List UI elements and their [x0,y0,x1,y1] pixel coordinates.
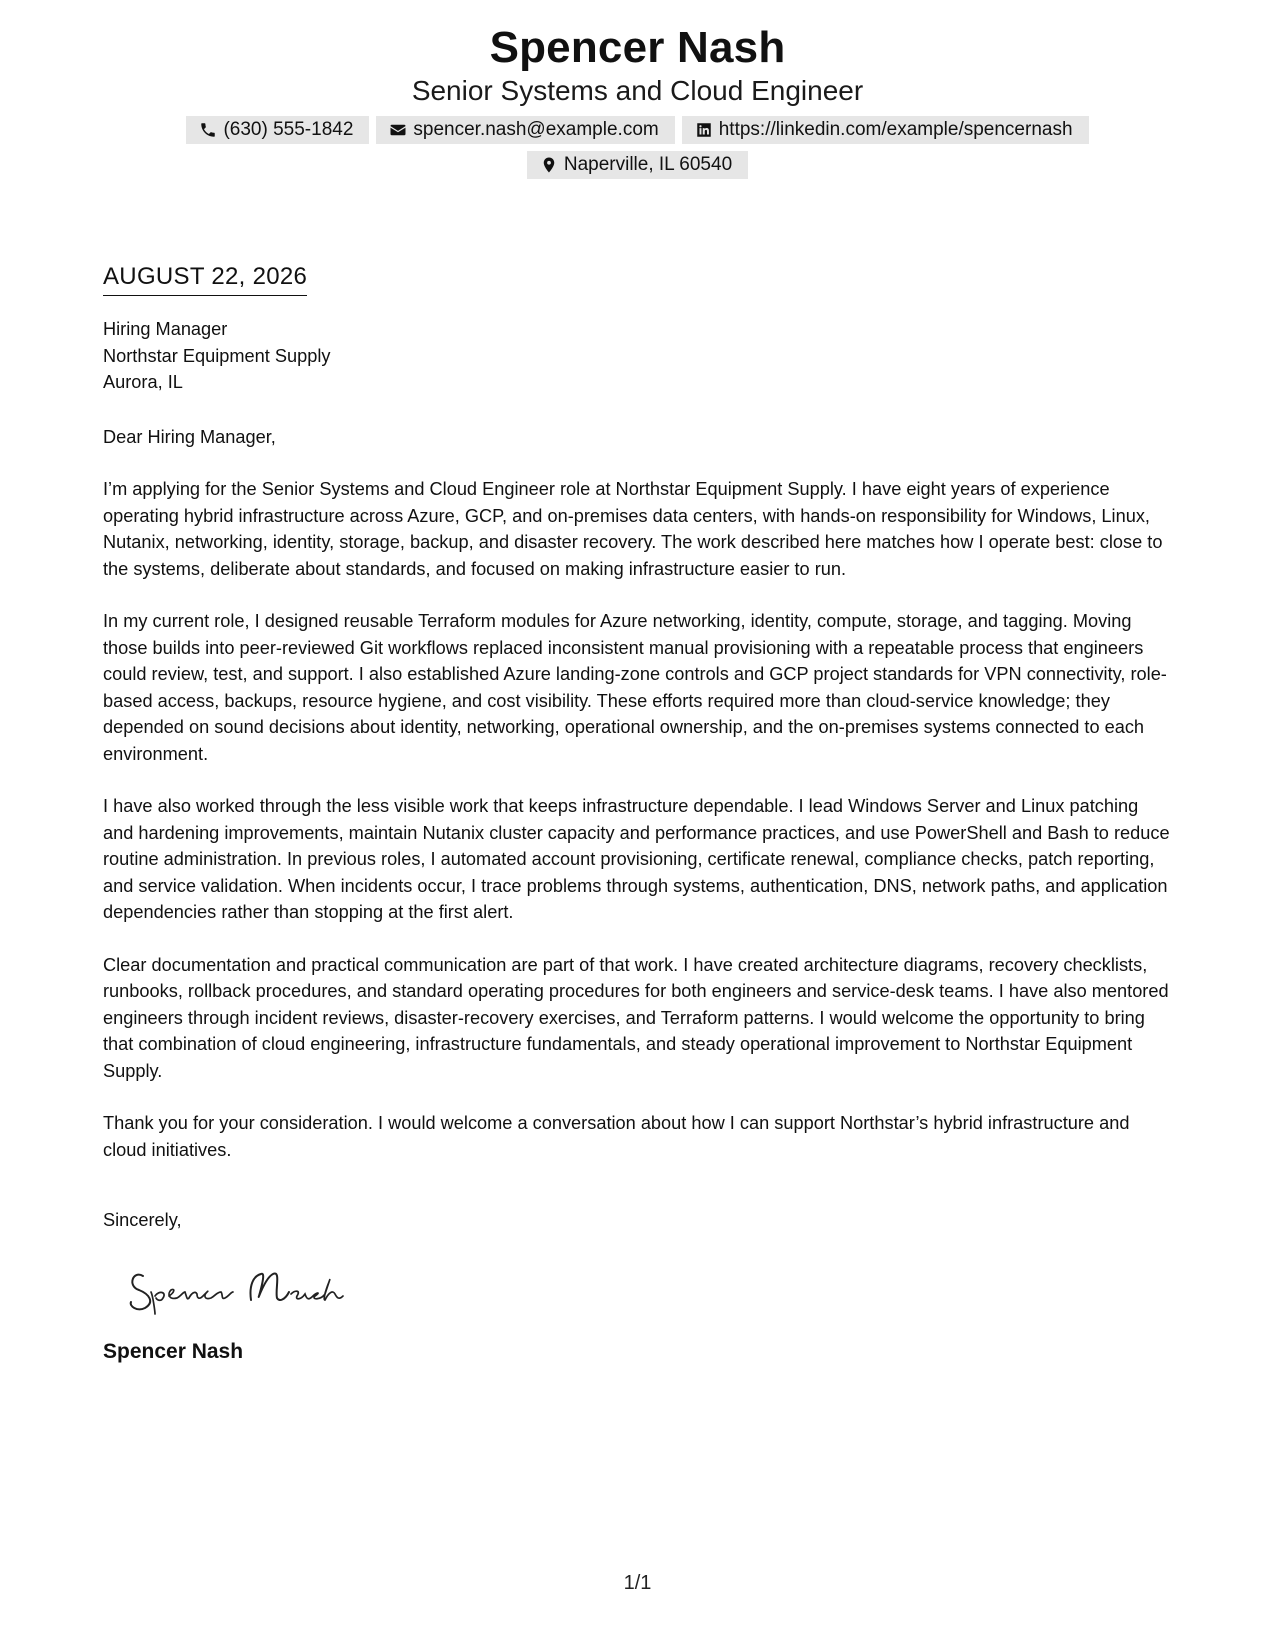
closing: Sincerely, [103,1210,182,1230]
envelope-icon [388,120,408,140]
linkedin-text: https://linkedin.com/example/spencernash [718,119,1073,140]
letter-date: AUGUST 22, 2026 [103,262,307,296]
body-paragraph: I’m applying for the Senior Systems and Cloud Engineer role at Northstar Equipment Supply. I have eight years of experience operating hybrid infrastructure across Azure, GCP, and on-premises data centers, with hands-on responsibility for Windows, Linux, Nutanix, networking, identity, storage, backup, and disaster recovery. The work described here matches how I operate best: close to the systems, deliberate about standards, and focused on making infrastructure easier to run. [103,479,1163,579]
signer-name: Spencer Nash [103,1339,244,1363]
body-paragraph: Thank you for your consideration. I would welcome a conversation about how I can support Northstar’s hybrid infrastructure and cloud initiatives. [103,1113,1130,1160]
body-paragraph: Clear documentation and practical communication are part of that work. I have created architecture diagrams, recovery checklists, runbooks, rollback procedures, and standard operating procedures for both engineers and service-desk teams. I have also mentored engineers through incident reviews, disaster-recovery exercises, and Terraform patterns. I would welcome the opportunity to bring that combination of cloud engineering, infrastructure fundamentals, and steady operational improvement to Northstar Equipment Supply. [103,954,1169,1081]
page-indicator: 1/1 [623,1572,652,1594]
letter-body [103,262,1173,1366]
contact-bar [188,116,1088,179]
contact-linkedin[interactable] [682,116,1089,144]
applicant-title: Senior Systems and Cloud Engineer [411,75,864,106]
linkedin-icon [694,120,714,140]
contact-phone[interactable] [186,116,369,144]
recipient-block [103,316,1173,396]
recipient-line: Northstar Equipment Supply [103,345,331,366]
location-text: Naperville, IL 60540 [563,154,733,175]
handwritten-signature [125,1256,1173,1320]
phone-text: (630) 555-1842 [223,119,354,140]
email-text: spencer.nash@example.com [413,119,659,140]
contact-email[interactable] [376,116,674,144]
map-pin-icon [539,155,559,175]
contact-location [527,151,748,179]
body-paragraph: In my current role, I designed reusable Terraform modules for Azure networking, identity, compute, storage, and tagging. Moving those builds into peer-reviewed Git workflows replaced inconsistent manual provisioning with a repeatable process that engineers could review, test, and support. I also established Azure landing-zone controls and GCP project standards for VPN connectivity, role-based access, backups, resource hygiene, and cost visibility. These efforts required more than cloud-service knowledge; they depended on sound decisions about identity, networking, operational ownership, and the on-premises systems connected to each environment. [103,611,1167,764]
applicant-name: Spencer Nash [489,23,786,72]
salutation: Dear Hiring Manager, [103,426,276,447]
letter-header [0,22,1275,179]
body-paragraph: I have also worked through the less visible work that keeps infrastructure dependable. I lead Windows Server and Linux patching and hardening improvements, maintain Nutanix cluster capacity and performance practices, and use PowerShell and Bash to reduce routine administration. In previous roles, I automated account provisioning, certificate renewal, compliance checks, patch reporting, and service validation. When incidents occur, I trace problems through systems, authentication, DNS, network paths, and application dependencies rather than stopping at the first alert. [103,796,1170,922]
phone-icon [198,120,218,140]
recipient-line: Aurora, IL [103,372,183,392]
recipient-line: Hiring Manager [103,319,228,339]
